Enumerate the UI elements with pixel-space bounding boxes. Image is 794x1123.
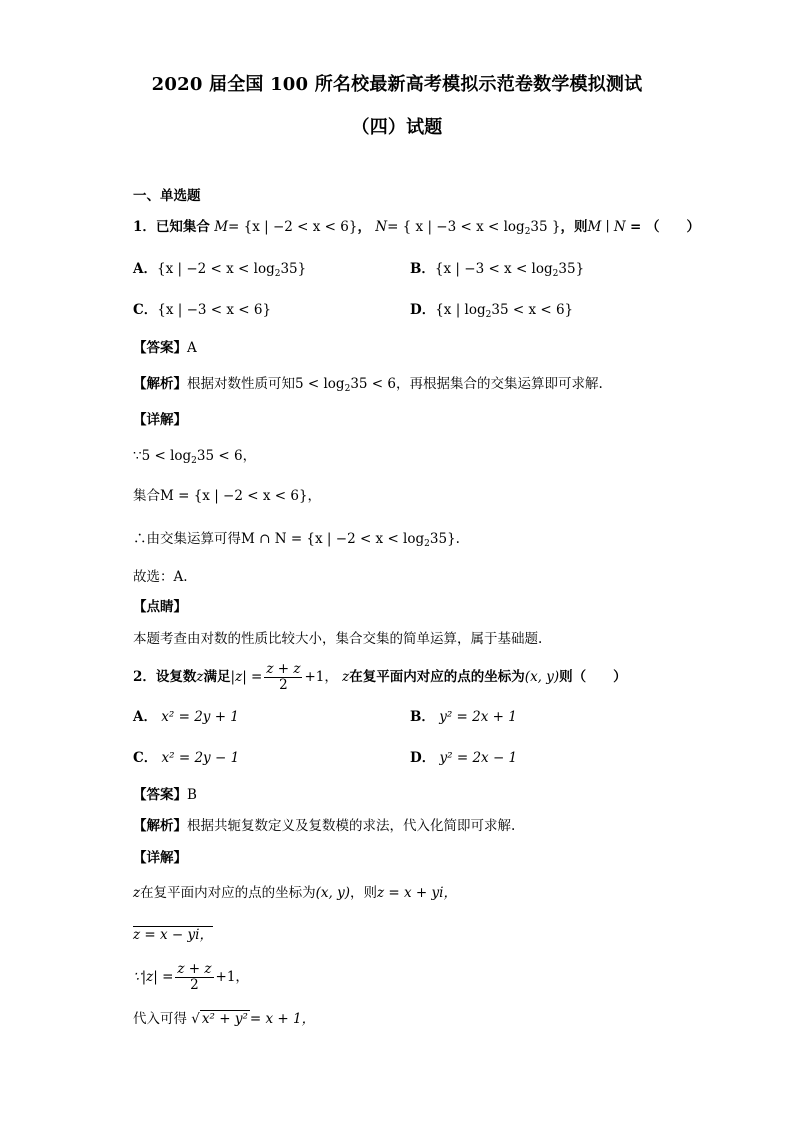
sqrt-symbol: √	[191, 1011, 200, 1027]
q2-option-b: B． y² = 2x + 1	[410, 709, 517, 725]
q1-conclusion: 故选：A.	[133, 569, 188, 585]
q2-step1: z在复平面内对应的点的坐标为(x, y)，则z = x + yi，	[133, 885, 457, 901]
q1-analysis: 【解析】根据对数性质可知$5 < \log_235 < 6$，再根据集合的交集运算即可求解.	[133, 376, 603, 394]
q2-step3-fraction: $\frac{z + z}{2}$	[177, 961, 212, 993]
q2-fraction: $\frac{z + z}{2}$	[266, 661, 301, 693]
q1-answer: 【答案】A	[133, 340, 197, 356]
q1-comment: 本题考查由对数的性质比较大小，集合交集的简单运算，属于基础题.	[133, 631, 543, 647]
document-title-line2: （四）试题	[351, 117, 443, 138]
q2-option-a: A． x² = 2y + 1	[133, 709, 239, 725]
q2-step3: ∵|z| = $\frac{z + z}{2}$ +1，	[133, 961, 249, 993]
section-heading: 一、单选题	[133, 188, 201, 204]
q1-step1: ∵5 < $\log_235 < 6$，	[133, 448, 257, 466]
q1-option-b: B．{x | $-3 < x < \log_235$}	[410, 261, 585, 279]
q1-step2: 集合M = {x | −2 < x < 6}，	[133, 488, 322, 504]
q2-step2: z = x − yi，	[133, 927, 213, 943]
q1-detail-label: 【详解】	[133, 412, 187, 428]
q2-analysis: 【解析】根据共轭复数定义及复数模的求法，代入化简即可求解.	[133, 818, 516, 834]
q1-option-a: A．{x | $-2 < x < \log_235$}	[133, 261, 307, 279]
q1-stem: 1．已知集合 M= {x | −2 < x < 6}， N= { x | $-3 < x < \log_235$ }，则M ∣ N = （ ）	[133, 219, 700, 237]
q1-option-d: D．{x | $\log_235 < x < 6$}	[410, 302, 574, 320]
q1-step3: ∴由交集运算可得M ∩ N = {x | $-2 < x < \log_235$}.	[133, 531, 460, 549]
document-title-line1: 2020 届全国 100 所名校最新高考模拟示范卷数学模拟测试	[151, 74, 643, 95]
q2-option-d: D． y² = 2x − 1	[410, 750, 518, 766]
q1-comment-label: 【点睛】	[133, 599, 187, 615]
q2-answer: 【答案】B	[133, 787, 197, 803]
q1-option-c: C．{x | −3 < x < 6}	[133, 302, 272, 318]
q2-detail-label: 【详解】	[133, 850, 187, 866]
q2-option-c: C． x² = 2y − 1	[133, 750, 240, 766]
q2-step4: 代入可得 √ x² + y² = x + 1，	[133, 1011, 316, 1027]
q2-stem: 2．设复数z满足|z| = $\frac{z + z}{2}$ +1， z在复平面内对应的点的坐标为(x, y)则（ ）	[133, 661, 627, 693]
